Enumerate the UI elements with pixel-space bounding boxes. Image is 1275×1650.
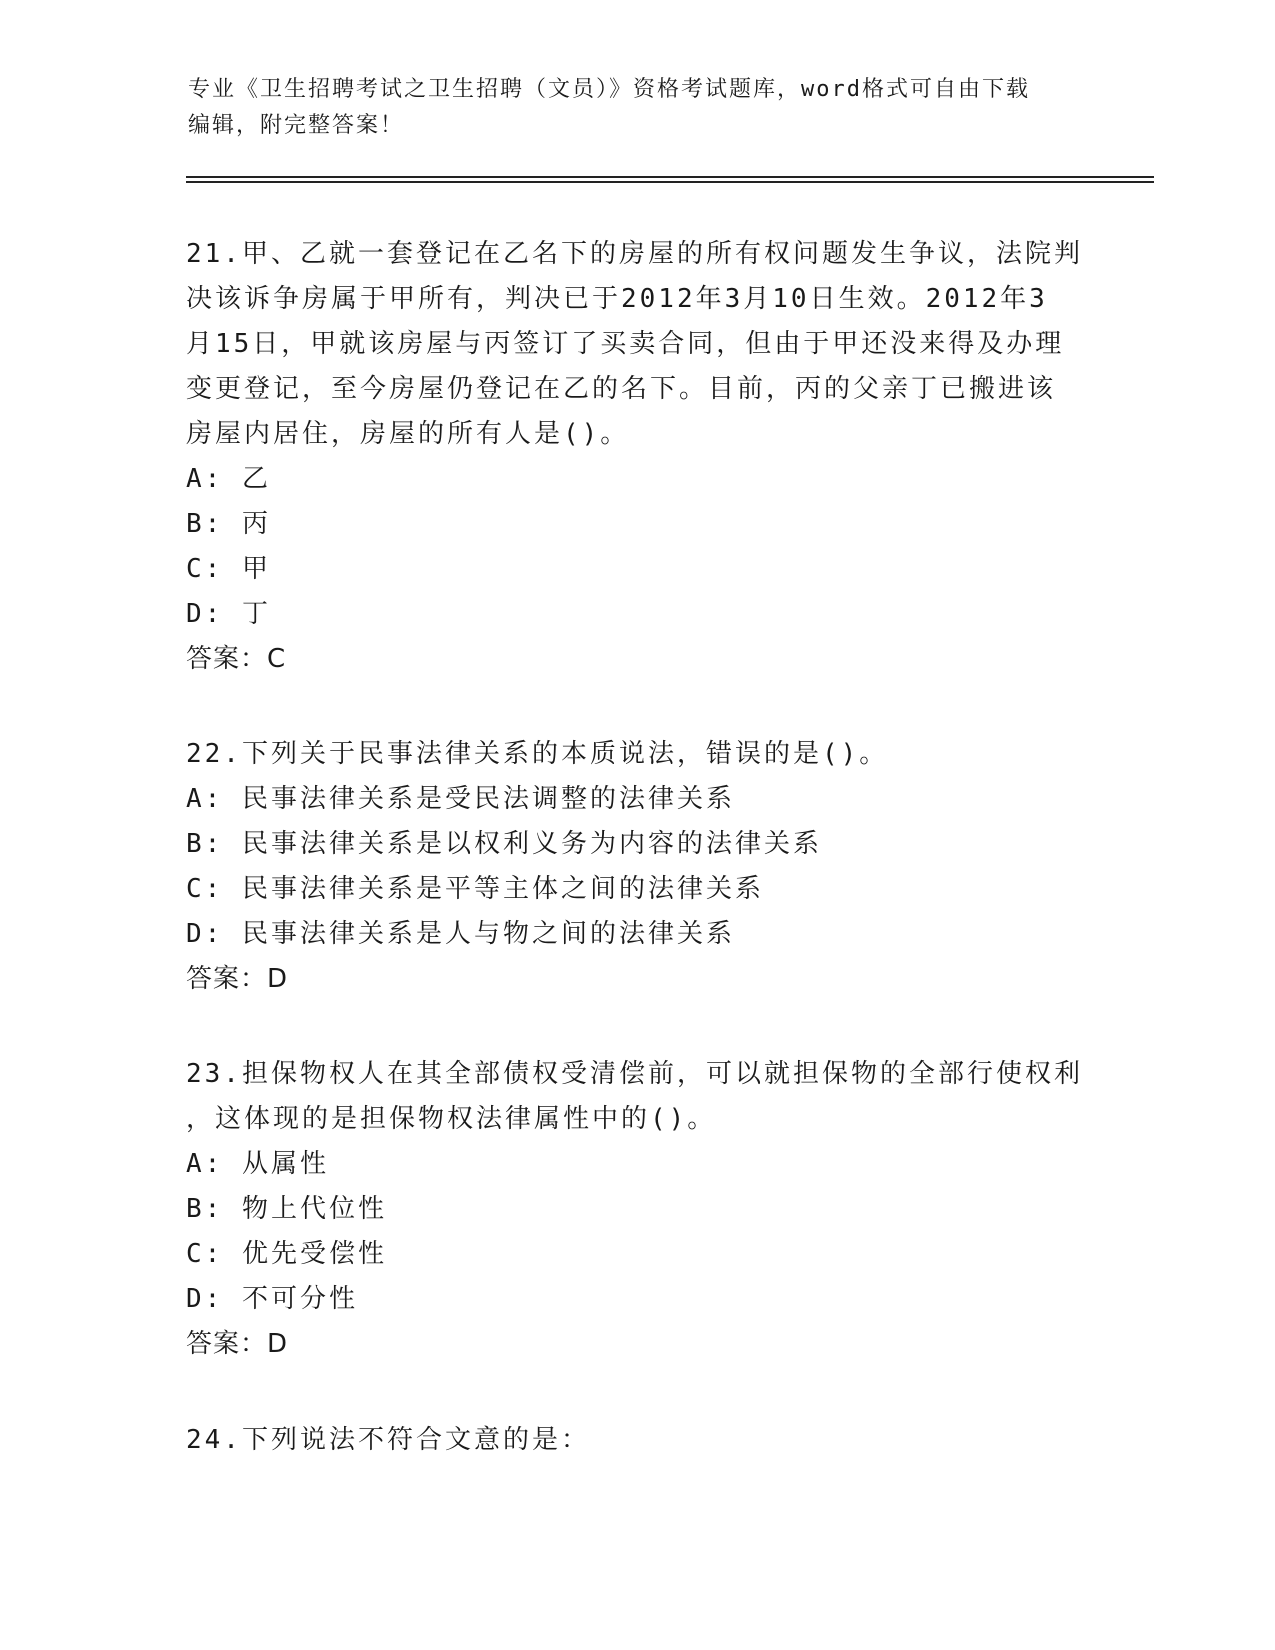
option-text: 物上代位性 [241, 1194, 387, 1224]
stem-line: 月15日，甲就该房屋与丙签订了买卖合同，但由于甲还没来得及办理 [186, 329, 1065, 359]
question-24 [186, 1418, 1086, 1463]
stem-line: 23.担保物权人在其全部债权受清偿前，可以就担保物的全部行使权利 [186, 1059, 1083, 1089]
question-stem [186, 1418, 1086, 1463]
header-divider-top [186, 176, 1154, 178]
answer: 答案：C [186, 644, 287, 674]
option-c [186, 867, 1086, 912]
header-divider-bottom [186, 181, 1154, 183]
stem-line: 21.甲、乙就一套登记在乙名下的房屋的所有权问题发生争议，法院判 [186, 239, 1083, 269]
option-text: 丁 [241, 599, 271, 629]
option-b [186, 822, 1086, 867]
stem-line: ，这体现的是担保物权法律属性中的()。 [186, 1104, 717, 1134]
option-text: 从属性 [241, 1149, 329, 1179]
option-letter: C [186, 1239, 205, 1269]
option-b [186, 502, 1086, 547]
option-separator: : [204, 599, 224, 629]
question-stem [186, 232, 1086, 457]
option-letter: A [186, 464, 205, 494]
option-text: 甲 [241, 554, 271, 584]
option-d [186, 1277, 1086, 1322]
stem-line: 决该诉争房属于甲所有，判决已于2012年3月10日生效。2012年3 [186, 284, 1048, 314]
question-stem [186, 732, 1086, 777]
option-letter: B [186, 509, 205, 539]
stem-line: 24.下列说法不符合文意的是： [186, 1425, 590, 1455]
answer: 答案：D [186, 964, 289, 994]
option-letter: A [186, 1149, 205, 1179]
option-separator: : [204, 874, 224, 904]
option-text: 不可分性 [241, 1284, 358, 1314]
question-22 [186, 732, 1086, 1002]
option-letter: D [186, 599, 205, 629]
option-letter: A [186, 784, 205, 814]
option-separator: : [204, 554, 224, 584]
option-text: 乙 [241, 464, 271, 494]
option-a [186, 1142, 1086, 1187]
header-line-2: 编辑，附完整答案！ [188, 113, 405, 138]
stem-line: 22.下列关于民事法律关系的本质说法，错误的是()。 [186, 739, 889, 769]
option-separator: : [204, 1284, 224, 1314]
header-line-1: 专业《卫生招聘考试之卫生招聘（文员）》资格考试题库，word格式可自由下载 [188, 77, 1030, 102]
option-separator: : [204, 1239, 224, 1269]
option-separator: : [204, 1149, 224, 1179]
option-letter: B [186, 1194, 205, 1224]
option-separator: : [204, 509, 224, 539]
option-a [186, 777, 1086, 822]
option-text: 民事法律关系是平等主体之间的法律关系 [241, 874, 764, 904]
document-header [188, 72, 1088, 144]
option-separator: : [204, 829, 224, 859]
option-separator: : [204, 919, 224, 949]
option-c [186, 547, 1086, 592]
option-text: 民事法律关系是人与物之间的法律关系 [241, 919, 735, 949]
option-letter: D [186, 919, 205, 949]
question-stem [186, 1052, 1086, 1142]
option-separator: : [204, 464, 224, 494]
option-separator: : [204, 784, 224, 814]
option-a [186, 457, 1086, 502]
option-text: 民事法律关系是受民法调整的法律关系 [241, 784, 735, 814]
option-b [186, 1187, 1086, 1232]
option-c [186, 1232, 1086, 1277]
option-letter: D [186, 1284, 205, 1314]
option-separator: : [204, 1194, 224, 1224]
stem-line: 变更登记，至今房屋仍登记在乙的名下。目前，丙的父亲丁已搬进该 [186, 374, 1057, 404]
question-23 [186, 1052, 1086, 1367]
option-letter: B [186, 829, 205, 859]
option-letter: C [186, 874, 205, 904]
option-letter: C [186, 554, 205, 584]
option-text: 丙 [241, 509, 271, 539]
option-text: 优先受偿性 [241, 1239, 387, 1269]
option-d [186, 912, 1086, 957]
option-text: 民事法律关系是以权利义务为内容的法律关系 [241, 829, 822, 859]
option-d [186, 592, 1086, 637]
stem-line: 房屋内居住，房屋的所有人是()。 [186, 419, 630, 449]
question-21 [186, 232, 1086, 682]
answer: 答案：D [186, 1329, 289, 1359]
